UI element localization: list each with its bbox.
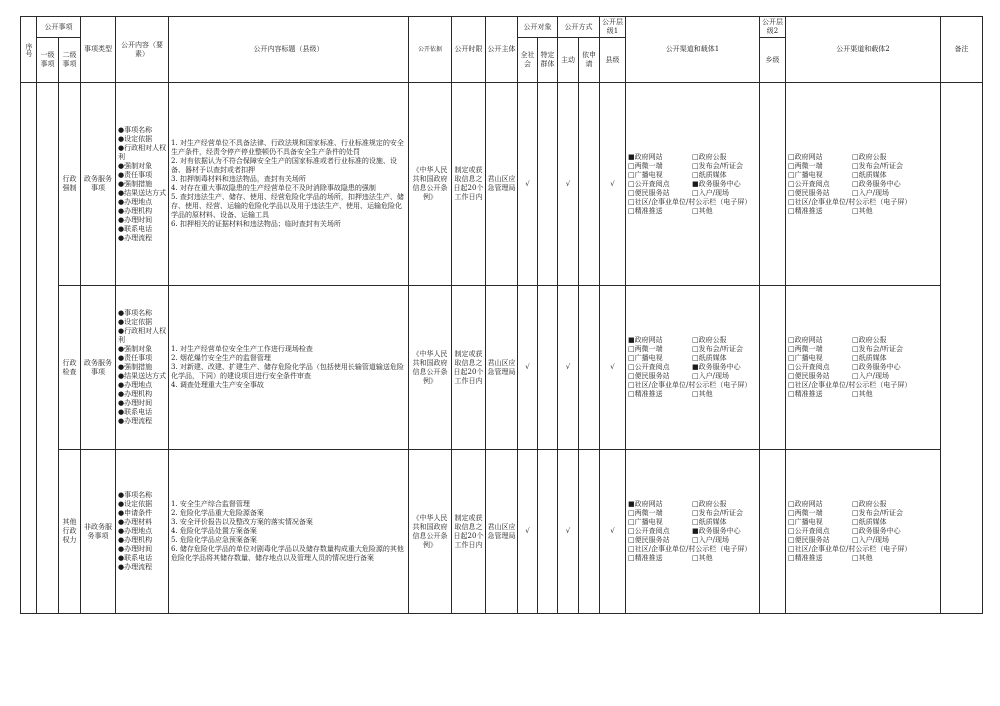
channel-press: □ 发布会/听证会	[852, 162, 934, 171]
header-subject: 公开主体	[486, 17, 518, 83]
header-layer1-group: 公开层级1	[600, 17, 626, 38]
list-item: ● 责任事项	[118, 354, 167, 363]
checkbox-icon	[692, 207, 699, 215]
channel-broadcast: □ 广播电视	[628, 518, 692, 527]
title-item: 4. 调查处理重大生产安全事故	[171, 381, 264, 389]
checkbox-icon	[628, 207, 635, 215]
checkbox-icon	[788, 545, 795, 553]
list-item: ● 事项名称	[118, 126, 167, 135]
checkbox-icon	[788, 180, 795, 188]
checkbox-icon	[628, 372, 635, 380]
checkbox-icon	[852, 518, 859, 526]
method-apply-cell	[579, 83, 600, 286]
town-cell	[760, 286, 786, 450]
basis-cell: 《中华人民共和国政府信息公开条例》	[409, 286, 452, 450]
list-item: ● 强制措施	[118, 180, 167, 189]
header-method-active: 主动	[558, 38, 579, 83]
checkbox-icon	[628, 509, 635, 517]
checkbox-icon	[692, 509, 699, 517]
header-matter-group: 公开事项	[37, 17, 81, 38]
list-item: ● 办理流程	[118, 234, 167, 243]
channel-convenience: □ 便民服务站	[788, 189, 852, 198]
checkbox-icon	[628, 198, 635, 206]
header-channels2: 公开渠道和载体2	[786, 17, 941, 83]
header-level1: 一级事项	[37, 38, 59, 83]
town-cell	[760, 450, 786, 614]
channel-door: □ 入户/现场	[692, 372, 758, 381]
channel-convenience: □ 便民服务站	[628, 536, 692, 545]
title-item: 3. 对新建、改建、扩建生产、储存危险化学品（包括使用长输管道输送危险化学品，下同）的建设项目进行安全条件审查	[171, 363, 404, 380]
list-item: ● 设定依据	[118, 318, 167, 327]
channel-query-point: □ 公开查阅点	[628, 180, 692, 189]
title-item: 5. 危险化学品应急预案备案	[171, 536, 257, 544]
channel-query-point: □ 公开查阅点	[788, 363, 852, 372]
checkbox-icon	[788, 381, 795, 389]
county-cell: √	[600, 83, 626, 286]
checkbox-icon	[788, 153, 795, 161]
checkbox-icon	[692, 171, 699, 179]
checkbox-icon	[852, 189, 859, 197]
checkbox-icon	[788, 354, 795, 362]
seq-cell	[21, 83, 37, 614]
list-item: ● 办理机构	[118, 390, 167, 399]
list-item: ● 办理时间	[118, 399, 167, 408]
disclosure-sheet	[20, 16, 983, 614]
subject-cell: 君山区应急管理局	[486, 286, 518, 450]
checkbox-icon	[788, 554, 795, 562]
list-item: ● 办理地点	[118, 527, 167, 536]
channel-precise: □ 精准推送	[788, 554, 852, 563]
title-item: 2. 危险化学品重大危险源备案	[171, 509, 264, 517]
checkbox-icon	[628, 189, 635, 197]
channel-precise: □ 精准推送	[628, 390, 692, 399]
checkbox-icon	[628, 363, 635, 371]
title-item: 4. 对存在重大事故隐患的生产经营单位不及时消除事故隐患的强制	[171, 184, 376, 192]
channel-query-point: □ 公开查阅点	[788, 527, 852, 536]
checkbox-icon	[628, 180, 635, 188]
list-item: ● 行政相对人权利	[118, 144, 167, 162]
checkbox-icon	[692, 345, 699, 353]
channel-query-point: □ 公开查阅点	[628, 527, 692, 536]
channel-door: □ 入户/现场	[692, 536, 758, 545]
type-cell: 政务服务事项	[81, 286, 116, 450]
level2-cell: 行政强制	[59, 83, 81, 286]
checkbox-icon	[852, 363, 859, 371]
checkbox-icon	[852, 536, 859, 544]
checkbox-icon	[788, 372, 795, 380]
list-item: ● 办理机构	[118, 536, 167, 545]
title-item: 2. 烟花爆竹安全生产的监督管理	[171, 354, 271, 362]
list-item: ● 办理时间	[118, 545, 167, 554]
checkbox-icon	[628, 545, 635, 553]
channel-gov-site: □ 政府网站	[788, 500, 852, 509]
channel-community: □ 社区/企事业单位/村公示栏（电子屏）	[628, 381, 758, 390]
channel-gov-bulletin: □ 政府公报	[692, 336, 758, 345]
channel-two-micro: □ 两微一端	[788, 509, 852, 518]
channel-convenience: □ 便民服务站	[628, 189, 692, 198]
checkbox-icon	[852, 162, 859, 170]
channel-broadcast: □ 广播电视	[788, 354, 852, 363]
channel-door: □ 入户/现场	[852, 536, 934, 545]
audience-all-cell: √	[518, 286, 538, 450]
channel-gov-bulletin: □ 政府公报	[852, 500, 934, 509]
channel-precise: □ 精准推送	[788, 207, 852, 216]
channel-door: □ 入户/现场	[692, 189, 758, 198]
method-active-cell: √	[558, 450, 579, 614]
checkbox-icon	[852, 500, 859, 508]
channel-two-micro: □ 两微一端	[788, 162, 852, 171]
channel-door: □ 入户/现场	[852, 189, 934, 198]
channels1-cell	[626, 83, 760, 286]
elements-list	[118, 491, 167, 572]
list-item: ● 联系电话	[118, 408, 167, 417]
list-item: ● 办理地点	[118, 381, 167, 390]
table-row	[21, 450, 983, 614]
header-basis: 公开依据	[409, 17, 452, 83]
checkbox-icon	[692, 500, 699, 508]
checkbox-icon	[692, 354, 699, 362]
checkbox-icon	[692, 372, 699, 380]
list-item: ● 办理流程	[118, 417, 167, 426]
list-item: ● 联系电话	[118, 554, 167, 563]
header-layer2-group: 公开层级2	[760, 17, 786, 38]
elements-cell	[116, 450, 169, 614]
list-item: ● 申请条件	[118, 509, 167, 518]
checkbox-icon	[852, 354, 859, 362]
header-matter-type: 事项类型	[81, 17, 116, 83]
checkbox-icon	[788, 171, 795, 179]
channel-precise: □ 精准推送	[788, 390, 852, 399]
header-audience-all: 全社会	[518, 38, 538, 83]
list-item: ● 办理时间	[118, 216, 167, 225]
header-row-1	[21, 17, 983, 38]
checkbox-icon	[692, 162, 699, 170]
channel-convenience: □ 便民服务站	[788, 536, 852, 545]
channels2-cell	[786, 450, 941, 614]
titles-cell	[169, 83, 409, 286]
checkbox-icon	[852, 171, 859, 179]
table-row	[21, 286, 983, 450]
channel-precise: □ 精准推送	[628, 207, 692, 216]
header-method-apply: 依申请	[579, 38, 600, 83]
channel-service-center: ■ 政务服务中心	[692, 180, 758, 189]
method-apply-cell	[579, 450, 600, 614]
channel-other: □ 其他	[692, 207, 758, 216]
header-layer2-town: 乡级	[760, 38, 786, 83]
channel-press: □ 发布会/听证会	[852, 345, 934, 354]
basis-cell: 《中华人民共和国政府信息公开条例》	[409, 450, 452, 614]
disclosure-table	[20, 16, 983, 614]
header-audience-group: 公开对象	[518, 17, 558, 38]
checkbox-icon	[788, 363, 795, 371]
channel-service-center: □ 政务服务中心	[852, 363, 934, 372]
header-remarks: 备注	[941, 17, 983, 83]
time-limit-cell: 制定或获取信息之日起20个工作日内	[452, 286, 486, 450]
title-item: 6. 扣押相关的证据材料和违法物品；临时查封有关场所	[171, 220, 341, 228]
channel-gov-bulletin: □ 政府公报	[692, 153, 758, 162]
checkbox-checked-icon	[692, 527, 699, 535]
type-cell: 政务服务事项	[81, 83, 116, 286]
checkbox-icon	[628, 554, 635, 562]
title-item: 5. 查封违法生产、储存、使用、经营危险化学品的场所，扣押违法生产、储存、使用、经营、运输的危险化学品以及用于违法生产、使用、运输危险化学品的原材料、设备、运输工具	[171, 193, 404, 219]
checkbox-icon	[628, 354, 635, 362]
method-active-cell: √	[558, 286, 579, 450]
header-channels1: 公开渠道和载体1	[626, 17, 760, 83]
checkbox-icon	[788, 198, 795, 206]
channels2-cell	[786, 286, 941, 450]
county-cell: √	[600, 450, 626, 614]
checkbox-icon	[852, 527, 859, 535]
title-item: 2. 对有依据认为不符合保障安全生产的国家标准或者行业标准的设施、设备、器材予以查封或者扣押	[171, 157, 397, 174]
channel-gov-site: ■ 政府网站	[628, 153, 692, 162]
checkbox-icon	[852, 180, 859, 188]
channel-community: □ 社区/企事业单位/村公示栏（电子屏）	[628, 545, 758, 554]
channel-other: □ 其他	[692, 554, 758, 563]
list-item: ● 事项名称	[118, 491, 167, 500]
channel-paper: □ 纸质媒体	[692, 518, 758, 527]
channel-gov-site: ■ 政府网站	[628, 500, 692, 509]
checkbox-icon	[852, 207, 859, 215]
time-limit-cell: 制定或获取信息之日起20个工作日内	[452, 450, 486, 614]
channel-other: □ 其他	[852, 207, 934, 216]
list-item: ● 行政相对人权利	[118, 327, 167, 345]
header-time-limit: 公开时限	[452, 17, 486, 83]
channel-press: □ 发布会/听证会	[852, 509, 934, 518]
header-method-group: 公开方式	[558, 17, 600, 38]
town-cell	[760, 83, 786, 286]
checkbox-checked-icon	[628, 500, 635, 508]
audience-all-cell: √	[518, 83, 538, 286]
channel-gov-site: ■ 政府网站	[628, 336, 692, 345]
basis-cell: 《中华人民共和国政府信息公开条例》	[409, 83, 452, 286]
channel-gov-site: □ 政府网站	[788, 153, 852, 162]
header-layer1-county: 县级	[600, 38, 626, 83]
channel-paper: □ 纸质媒体	[852, 171, 934, 180]
checkbox-icon	[788, 345, 795, 353]
checkbox-icon	[692, 390, 699, 398]
list-item: ● 设定依据	[118, 500, 167, 509]
elements-list	[118, 126, 167, 243]
checkbox-icon	[852, 153, 859, 161]
list-item: ● 结果送达方式	[118, 372, 167, 381]
title-item: 3. 安全评价报告以及整改方案的落实情况备案	[171, 518, 313, 526]
channel-paper: □ 纸质媒体	[692, 171, 758, 180]
county-cell: √	[600, 286, 626, 450]
level1-cell	[37, 83, 59, 614]
channel-press: □ 发布会/听证会	[692, 509, 758, 518]
title-item: 3. 扣押制毒材料和违法物品，查封有关场所	[171, 175, 306, 183]
channel-service-center: □ 政务服务中心	[852, 527, 934, 536]
checkbox-icon	[692, 153, 699, 161]
checkbox-icon	[852, 336, 859, 344]
channel-community: □ 社区/企事业单位/村公示栏（电子屏）	[788, 198, 934, 207]
checkbox-icon	[788, 189, 795, 197]
channel-two-micro: □ 两微一端	[628, 509, 692, 518]
checkbox-icon	[852, 345, 859, 353]
list-item: ● 办理流程	[118, 563, 167, 572]
list-item: ● 联系电话	[118, 225, 167, 234]
list-item: ● 强制对象	[118, 162, 167, 171]
checkbox-icon	[628, 518, 635, 526]
channel-service-center: ■ 政务服务中心	[692, 363, 758, 372]
level2-cell: 其他行政权力	[59, 450, 81, 614]
checkbox-icon	[852, 509, 859, 517]
checkbox-icon	[628, 171, 635, 179]
time-limit-cell: 制定或获取信息之日起20个工作日内	[452, 83, 486, 286]
titles-cell	[169, 286, 409, 450]
audience-all-cell: √	[518, 450, 538, 614]
channel-query-point: □ 公开查阅点	[788, 180, 852, 189]
checkbox-checked-icon	[692, 180, 699, 188]
channel-gov-bulletin: □ 政府公报	[852, 153, 934, 162]
title-item: 1. 对生产经营单位不具备法律、行政法规和国家标准、行业标准规定的安全生产条件，经责令停产停业整顿仍不具备安全生产条件的处罚	[171, 139, 404, 156]
channel-precise: □ 精准推送	[628, 554, 692, 563]
audience-specific-cell	[538, 286, 558, 450]
checkbox-icon	[852, 372, 859, 380]
checkbox-icon	[788, 162, 795, 170]
audience-specific-cell	[538, 450, 558, 614]
checkbox-icon	[788, 336, 795, 344]
checkbox-icon	[788, 527, 795, 535]
subject-cell: 君山区应急管理局	[486, 450, 518, 614]
title-item: 1. 对生产经营单位安全生产工作进行现场检查	[171, 345, 313, 353]
type-cell: 非政务服务事项	[81, 450, 116, 614]
channel-press: □ 发布会/听证会	[692, 162, 758, 171]
checkbox-icon	[692, 336, 699, 344]
channel-convenience: □ 便民服务站	[628, 372, 692, 381]
checkbox-icon	[628, 390, 635, 398]
channel-community: □ 社区/企事业单位/村公示栏（电子屏）	[628, 198, 758, 207]
header-content-title: 公开内容标题（县级）	[169, 17, 409, 83]
level2-cell: 行政检查	[59, 286, 81, 450]
channel-community: □ 社区/企事业单位/村公示栏（电子屏）	[788, 381, 934, 390]
checkbox-checked-icon	[628, 336, 635, 344]
channel-service-center: ■ 政务服务中心	[692, 527, 758, 536]
header-audience-specific: 特定群体	[538, 38, 558, 83]
list-item: ● 办理材料	[118, 518, 167, 527]
channel-other: □ 其他	[852, 390, 934, 399]
list-item: ● 办理地点	[118, 198, 167, 207]
header-seq: 序号	[21, 17, 37, 83]
checkbox-icon	[788, 509, 795, 517]
subject-cell: 君山区应急管理局	[486, 83, 518, 286]
checkbox-icon	[628, 381, 635, 389]
checkbox-icon	[788, 500, 795, 508]
checkbox-icon	[788, 390, 795, 398]
channel-gov-bulletin: □ 政府公报	[692, 500, 758, 509]
channel-other: □ 其他	[692, 390, 758, 399]
list-item: ● 强制措施	[118, 363, 167, 372]
channel-two-micro: □ 两微一端	[788, 345, 852, 354]
channel-paper: □ 纸质媒体	[852, 518, 934, 527]
elements-list	[118, 309, 167, 426]
channel-other: □ 其他	[852, 554, 934, 563]
title-item: 6. 储存危险化学品的单位对剧毒化学品以及储存数量构成重大危险源的其他危险化学品将其储存数量、储存地点以及管理人员的情况进行备案	[171, 545, 404, 562]
checkbox-checked-icon	[628, 153, 635, 161]
checkbox-icon	[788, 518, 795, 526]
remarks-cell	[941, 83, 983, 614]
list-item: ● 责任事项	[118, 171, 167, 180]
channel-community: □ 社区/企事业单位/村公示栏（电子屏）	[788, 545, 934, 554]
channel-gov-site: □ 政府网站	[788, 336, 852, 345]
channel-paper: □ 纸质媒体	[692, 354, 758, 363]
checkbox-icon	[852, 390, 859, 398]
checkbox-icon	[692, 536, 699, 544]
list-item: ● 办理机构	[118, 207, 167, 216]
title-item: 4. 危险化学品处置方案备案	[171, 527, 257, 535]
channel-press: □ 发布会/听证会	[692, 345, 758, 354]
list-item: ● 结果送达方式	[118, 189, 167, 198]
checkbox-icon	[692, 518, 699, 526]
channel-two-micro: □ 两微一端	[628, 162, 692, 171]
checkbox-icon	[628, 162, 635, 170]
channels2-cell	[786, 83, 941, 286]
checkbox-icon	[788, 536, 795, 544]
list-item: ● 事项名称	[118, 309, 167, 318]
channel-query-point: □ 公开查阅点	[628, 363, 692, 372]
channel-broadcast: □ 广播电视	[628, 171, 692, 180]
channel-broadcast: □ 广播电视	[788, 518, 852, 527]
checkbox-checked-icon	[692, 363, 699, 371]
audience-specific-cell	[538, 83, 558, 286]
elements-cell	[116, 286, 169, 450]
channel-convenience: □ 便民服务站	[788, 372, 852, 381]
header-level2: 二级事项	[59, 38, 81, 83]
list-item: ● 设定依据	[118, 135, 167, 144]
checkbox-icon	[628, 527, 635, 535]
table-row	[21, 83, 983, 286]
elements-cell	[116, 83, 169, 286]
checkbox-icon	[788, 207, 795, 215]
checkbox-icon	[628, 536, 635, 544]
title-item: 1. 安全生产综合监督管理	[171, 500, 250, 508]
list-item: ● 强制对象	[118, 345, 167, 354]
channel-gov-bulletin: □ 政府公报	[852, 336, 934, 345]
checkbox-icon	[692, 189, 699, 197]
channel-two-micro: □ 两微一端	[628, 345, 692, 354]
channels1-cell	[626, 286, 760, 450]
channel-door: □ 入户/现场	[852, 372, 934, 381]
checkbox-icon	[628, 345, 635, 353]
checkbox-icon	[692, 554, 699, 562]
channel-broadcast: □ 广播电视	[628, 354, 692, 363]
channel-service-center: □ 政务服务中心	[852, 180, 934, 189]
checkbox-icon	[852, 554, 859, 562]
header-content-elements: 公开内容（要素）	[116, 17, 169, 83]
method-active-cell: √	[558, 83, 579, 286]
channels1-cell	[626, 450, 760, 614]
channel-paper: □ 纸质媒体	[852, 354, 934, 363]
method-apply-cell	[579, 286, 600, 450]
titles-cell	[169, 450, 409, 614]
channel-broadcast: □ 广播电视	[788, 171, 852, 180]
